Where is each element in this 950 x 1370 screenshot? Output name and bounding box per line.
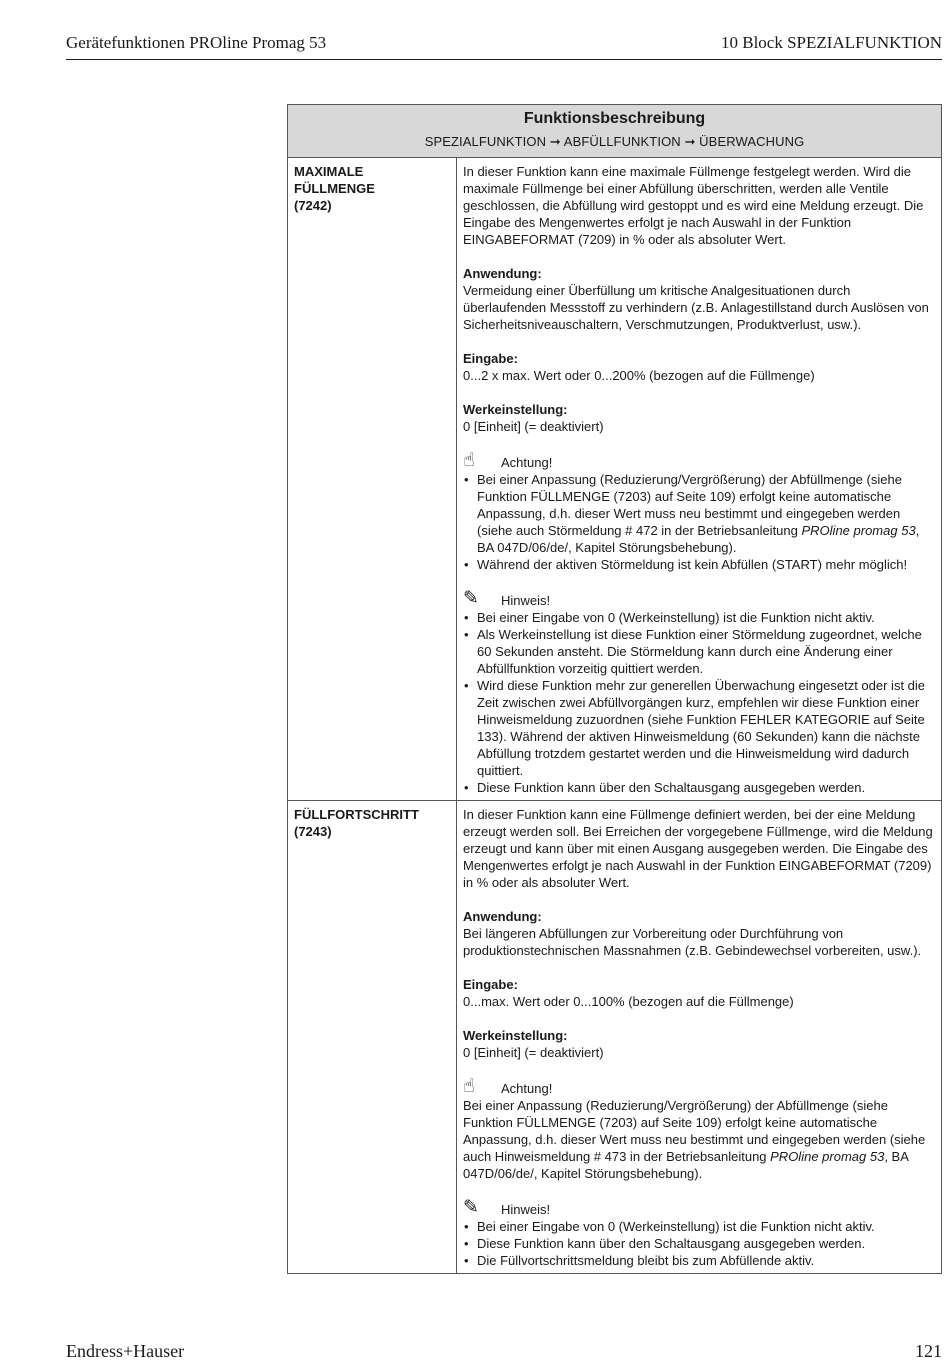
footer-brand: Endress+Hauser	[66, 1341, 185, 1361]
hinweis-list	[463, 1218, 935, 1269]
achtung-text: Bei einer Anpassung (Reduzierung/Vergrößerung) der Abfüllmenge (siehe Funktion FÜLLMENGE (7203) auf Seite 109) erfolgt keine automatische Anpassung, d.h. dieser Wert muss neu bestimmt und eingegeben werden (siehe auch Hinweismeldung # 473 in der Betriebsanleitung PROline promag 53, BA 047D/06/de/, Kapitel Störungsbehebung).	[463, 1098, 926, 1181]
page-number: 121	[915, 1341, 942, 1361]
function-name-cell	[288, 158, 457, 800]
hinweis-heading	[463, 1194, 935, 1218]
anwendung-text: Bei längeren Abfüllungen zur Vorbereitung oder Durchführung von produktionstechnischen Massnahmen (z.B. Gebindewechsel vorbereiten, usw.).	[463, 926, 922, 958]
werkeinstellung-label: Werkeinstellung:	[463, 1028, 568, 1043]
list-item: • Wird diese Funktion mehr zur generellen Überwachung eingesetzt oder ist die Zeit zwischen zwei Abfüllvorgängen kurz, empfehlen wir diese Funktion einer Hinweismeldung zuzuordnen (siehe Funktion FEHLER KATEGORIE auf Seite 133). Während der aktiven Hinweismeldung (60 Sekunden) kann die nächste Abfüllung trotzdem gestartet werden und die Hinweismeldung wird dadurch quittiert.	[463, 677, 935, 779]
page-header	[66, 30, 942, 60]
page-footer	[66, 1341, 942, 1362]
pointing-hand-icon: ☝	[463, 1075, 475, 1097]
description-text: In dieser Funktion kann eine Füllmenge definiert werden, bei der eine Meldung erzeugt werden soll. Bei Erreichen der vorgegebene Füllmenge, wird die Meldung erzeugt und kann über mit einen Ausgang ausgegeben werden. Die Eingabe des Mengenwertes erfolgt je nach Auswahl in der Funktion EINGABEFORMAT (7209) in % oder als absoluter Wert.	[463, 807, 933, 890]
list-item: • Diese Funktion kann über den Schaltausgang ausgegeben werden.	[463, 1235, 935, 1252]
eingabe-label: Eingabe:	[463, 351, 518, 366]
function-code: (7242)	[294, 198, 332, 213]
header-title: Gerätefunktionen PROline Promag 53	[66, 33, 327, 52]
anwendung-label: Anwendung:	[463, 266, 542, 281]
hinweis-list	[463, 609, 935, 796]
description-text: In dieser Funktion kann eine maximale Füllmenge festgelegt werden. Wird die maximale Füllmenge bei einer Abfüllung überschritten, werden alle Ventile geschlossen, die Abfüllung wird gestoppt und es wird eine Meldung erzeugt. Die Eingabe des Mengenwertes erfolgt je nach Auswahl in der Funktion EINGABEFORMAT (7209) in % oder als absoluter Wert.	[463, 164, 924, 247]
list-item: • Diese Funktion kann über den Schaltausgang ausgegeben werden.	[463, 779, 935, 796]
function-name: FÜLLFORTSCHRITT	[294, 807, 419, 822]
achtung-list	[463, 471, 935, 573]
function-name-cell	[288, 801, 457, 1273]
hinweis-label: Hinweis!	[501, 1202, 551, 1217]
eingabe-text: 0...max. Wert oder 0...100% (bezogen auf die Füllmenge)	[463, 994, 794, 1009]
table-title: Funktionsbeschreibung	[523, 110, 706, 127]
table-path: SPEZIALFUNKTION ➞ ABFÜLLFUNKTION ➞ ÜBERWACHUNG	[424, 134, 805, 149]
pencil-icon: ✎	[463, 1196, 479, 1218]
achtung-heading	[463, 1073, 935, 1097]
pointing-hand-icon: ☝	[463, 449, 475, 471]
hinweis-label: Hinweis!	[501, 593, 551, 608]
list-item: • Die Füllvortschrittsmeldung bleibt bis zum Abfüllende aktiv.	[463, 1252, 935, 1269]
function-name: FÜLLMENGE	[294, 181, 375, 196]
table-row-fuellfortschritt	[288, 801, 941, 1273]
list-item: • Bei einer Eingabe von 0 (Werkeinstellung) ist die Funktion nicht aktiv.	[463, 609, 935, 626]
function-code: (7243)	[294, 824, 332, 839]
werkeinstellung-text: 0 [Einheit] (= deaktiviert)	[463, 1045, 604, 1060]
function-description-cell	[457, 801, 941, 1273]
list-item: • Als Werkeinstellung ist diese Funktion einer Störmeldung zugeordnet, welche 60 Sekunden ansteht. Die Störmeldung kann durch eine Änderung einer Abfüllfunktion vorzeitig quittiert werden.	[463, 626, 935, 677]
anwendung-label: Anwendung:	[463, 909, 542, 924]
werkeinstellung-label: Werkeinstellung:	[463, 402, 568, 417]
eingabe-label: Eingabe:	[463, 977, 518, 992]
pencil-icon: ✎	[463, 587, 479, 609]
hinweis-heading	[463, 585, 935, 609]
achtung-label: Achtung!	[501, 1081, 553, 1096]
function-table	[287, 104, 942, 1274]
anwendung-text: Vermeidung einer Überfüllung um kritische Analgesituationen durch überlaufenden Messstoff zu verhindern (z.B. Anlagestillstand durch Auslösen von Sicherheitsniveauschaltern, Verschmutzungen, Produktverlust, usw.).	[463, 283, 929, 332]
list-item: • Während der aktiven Störmeldung ist kein Abfüllen (START) mehr möglich!	[463, 556, 935, 573]
werkeinstellung-text: 0 [Einheit] (= deaktiviert)	[463, 419, 604, 434]
function-name: MAXIMALE	[294, 164, 364, 179]
table-header	[288, 105, 941, 158]
achtung-label: Achtung!	[501, 455, 553, 470]
list-item: • Bei einer Anpassung (Reduzierung/Vergrößerung) der Abfüllmenge (siehe Funktion FÜLLMENGE (7203) auf Seite 109) erfolgt keine automatische Anpassung, d.h. dieser Wert muss neu bestimmt und eingegeben werden (siehe auch Störmeldung # 472 in der Betriebsanleitung PROline promag 53, BA 047D/06/de/, Kapitel Störungsbehebung).	[463, 471, 935, 556]
header-section: 10 Block SPEZIALFUNKTION	[721, 33, 942, 52]
function-description-cell	[457, 158, 941, 800]
list-item: • Bei einer Eingabe von 0 (Werkeinstellung) ist die Funktion nicht aktiv.	[463, 1218, 935, 1235]
table-row-maximale-fuellmenge	[288, 158, 941, 801]
eingabe-text: 0...2 x max. Wert oder 0...200% (bezogen auf die Füllmenge)	[463, 368, 815, 383]
achtung-heading	[463, 447, 935, 471]
